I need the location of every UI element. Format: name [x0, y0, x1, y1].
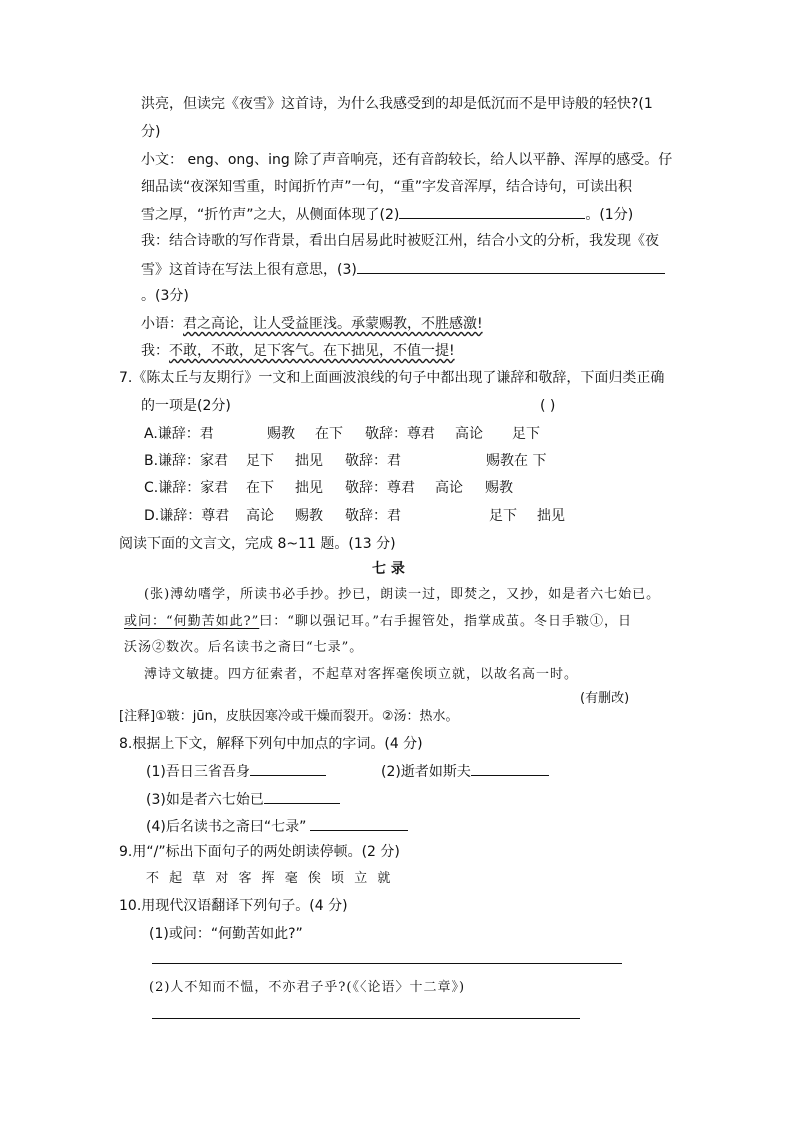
q7-answer-paren[interactable]: ( ): [540, 398, 556, 414]
xiaoyu-line: [141, 314, 483, 334]
option-word: 拙见: [295, 453, 323, 469]
option-label: B.谦辞：家君: [144, 453, 229, 469]
option-word: 敬辞：君: [345, 508, 401, 524]
passage-line3: 沃汤②数次。后名读书之斋曰“七录”。: [124, 640, 364, 655]
q8-blank4[interactable]: [310, 816, 408, 831]
option-word: 赐教: [485, 480, 513, 496]
option-word: 敬辞：君: [345, 453, 401, 469]
wo-reply-label: 我：: [141, 343, 169, 359]
option-word: 拙见: [295, 480, 323, 496]
option-word: 足下: [489, 508, 517, 524]
answer-blank-2[interactable]: [399, 204, 585, 219]
option-word: 足下: [512, 426, 540, 442]
option-word: 赐教: [267, 426, 295, 442]
xiaowen-line2: 细品读“夜深知雪重，时闻折竹声”一句，“重”字发音浑厚，结合诗句，可读出积: [141, 179, 633, 195]
passage-line2: [124, 612, 632, 632]
passage-note: [注释]①皲：jūn，皮肤因寒冷或干燥而裂开。②汤：热水。: [119, 709, 459, 724]
q8-stem: 8.根据上下文，解释下列句中加点的字词。(4 分): [119, 736, 423, 752]
option-word: 赐教: [295, 508, 323, 524]
q8-item2-text: (2)逝者如斯夫: [381, 764, 471, 780]
reading-intro: 阅读下面的文言文，完成 8~11 题。(13 分): [119, 536, 396, 552]
xiaoyu-label: 小语：: [141, 316, 183, 332]
q10-answer-line2[interactable]: [152, 1018, 580, 1019]
wo-line1: 我：结合诗歌的写作背景，看出白居易此时被贬江州，结合小文的分析，我发现《夜: [141, 233, 659, 249]
option-label: A.谦辞：君: [144, 426, 214, 442]
q6-line2: 分): [141, 124, 161, 140]
q10-sentence2: (2)人不知而不愠，不亦君子乎?(《〈论语〉十二章》): [149, 980, 466, 995]
option-word: 拙见: [537, 508, 565, 524]
xiaowen-line3-text: 雪之厚，“折竹声”之大，从侧面体现了(2): [141, 207, 400, 223]
option-word: 敬辞：尊君: [345, 480, 415, 496]
q10-stem: 10.用现代汉语翻译下列句子。(4 分): [119, 898, 348, 914]
q8-item1: [146, 761, 326, 782]
passage-underlined-sentence: 或问：“何勤苦如此?”: [124, 614, 260, 629]
wo-line3: 。(3分): [141, 288, 189, 304]
option-word: 高论: [435, 480, 463, 496]
option-word: 高论: [246, 508, 274, 524]
xiaowen-line3: [141, 204, 633, 225]
option-label: C.谦辞：家君: [144, 480, 229, 496]
option-word: 足下: [246, 453, 274, 469]
option-word: 高论: [455, 426, 483, 442]
q8-item4-text: (4)后名读书之斋曰“七录”: [146, 819, 307, 835]
q9-stem: 9.用“/”标出下面句子的两处朗读停顿。(2 分): [119, 844, 400, 860]
q8-item3-text: (3)如是者六七始已: [146, 792, 264, 808]
option-word: 敬辞：尊君: [365, 426, 435, 442]
q7-stem-line2: 的一项是(2分): [141, 398, 231, 414]
xiaoyu-wavy-text: 君之高论，让人受益匪浅。承蒙赐教，不胜感激!: [183, 316, 483, 332]
q6-line1: 洪亮，但读完《夜雪》这首诗，为什么我感受到的却是低沉而不是甲诗般的轻快?(1: [141, 96, 653, 112]
option-label: D.谦辞：尊君: [144, 508, 230, 524]
passage-line1: (张)溥幼嗜学，所读书必手抄。抄已，朗读一过，即焚之，又抄，如是者六七始已。: [144, 587, 661, 602]
q8-item4: [146, 816, 408, 837]
q10-answer-line1[interactable]: [152, 963, 622, 964]
answer-blank-3[interactable]: [357, 259, 665, 274]
option-word: 在下: [246, 480, 274, 496]
q8-item2: [381, 761, 549, 782]
option-word: 赐教在 下: [486, 453, 547, 469]
wo-line2: [141, 259, 665, 280]
wo-line2-text: 雪》这首诗在写法上很有意思，(3): [141, 262, 357, 278]
q8-blank3[interactable]: [264, 789, 340, 804]
wo-reply-line: [141, 341, 455, 361]
passage-source: (有删改): [580, 691, 630, 706]
wo-reply-wavy-text: 不敢，不敢，足下客气。在下拙见，不值一提!: [169, 343, 455, 359]
q9-sentence[interactable]: 不 起 草 对 客 挥 毫 俟 顷 立 就: [146, 871, 394, 886]
q7-stem-line1: 7.《陈太丘与友期行》一文和上面画波浪线的句子中都出现了谦辞和敬辞，下面归类正确: [119, 370, 665, 386]
q10-sentence1: (1)或问：“何勤苦如此?”: [149, 926, 303, 942]
q8-item1-text: (1)吾日三省吾身: [146, 764, 250, 780]
option-word: 在下: [315, 426, 343, 442]
xiaowen-line1: 小文： eng、ong、ing 除了声音响亮，还有音韵较长，给人以平静、浑厚的感受。仔: [141, 152, 673, 168]
xiaowen-line3-score: 。(1分): [585, 207, 634, 223]
passage-title: 七 录: [372, 561, 405, 577]
q8-item3: [146, 789, 340, 810]
q8-blank2[interactable]: [471, 761, 549, 776]
passage-line2-rest: 曰：“聊以强记耳。”右手握管处，指掌成茧。冬日手皲①，日: [259, 614, 633, 629]
passage-paragraph2: 溥诗文敏捷。四方征索者，不起草对客挥毫俟顷立就，以故名高一时。: [144, 667, 579, 682]
q8-blank1[interactable]: [250, 761, 326, 776]
